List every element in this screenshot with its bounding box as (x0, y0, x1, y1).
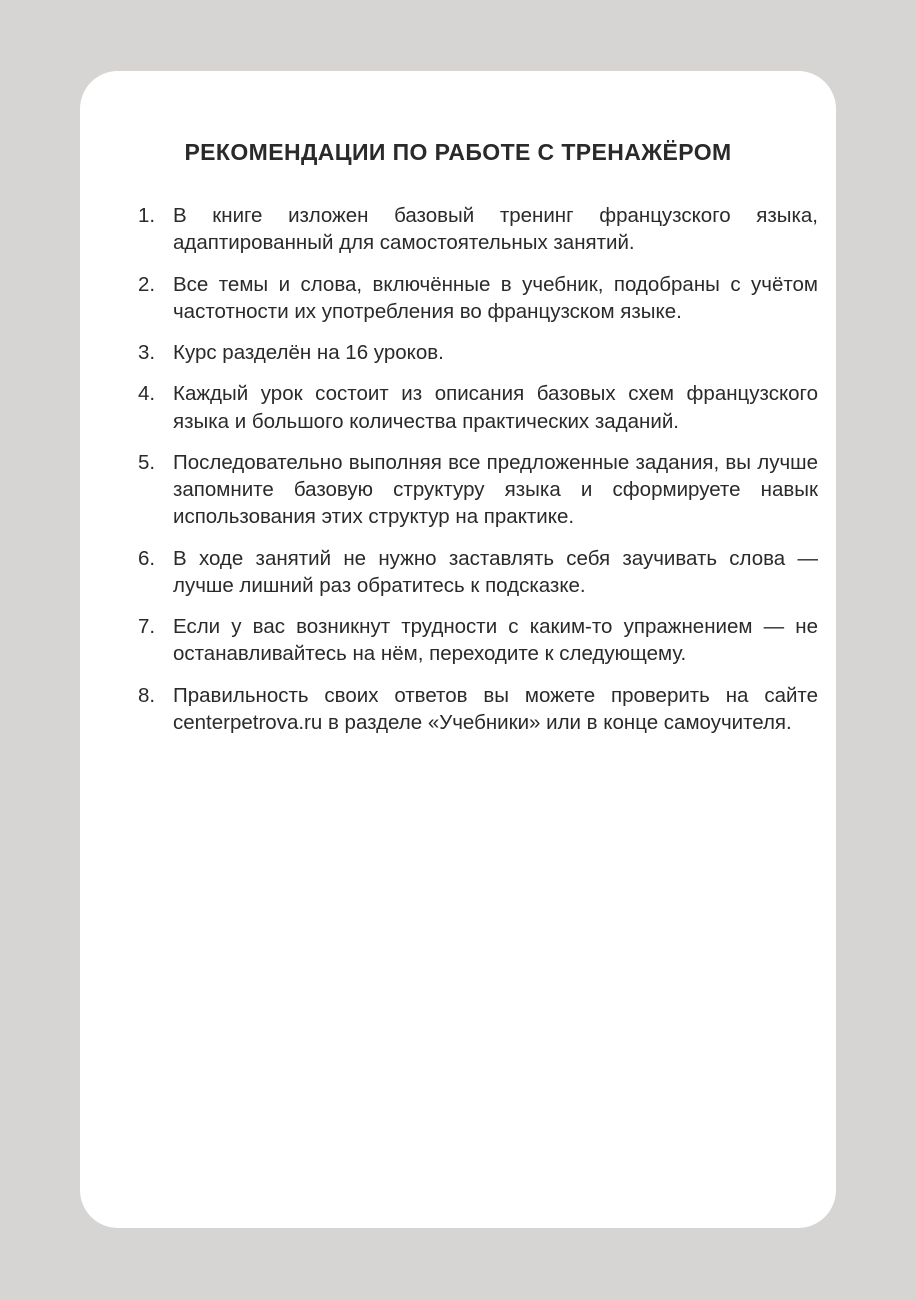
item-text: Если у вас возникнут трудности с каким-то упражнением — не останавливайтесь на нём, переходите к следующему. (173, 615, 818, 666)
item-number: 3. (138, 341, 156, 364)
item-number: 5. (138, 450, 156, 474)
item-text: В книге изложен базовый тренинг французского языка, адаптированный для самостоятельных занятий. (173, 204, 818, 255)
list-item (138, 202, 818, 257)
item-text: Все темы и слова, включённые в учебник, подобраны с учётом частотности их употребления во французском языке. (173, 272, 818, 323)
list-item (138, 613, 818, 668)
item-text: В ходе занятий не нужно заставлять себя заучивать слова — лучше лишний раз обратитесь к подсказке. (173, 546, 818, 597)
item-text: Правильность своих ответов вы можете проверить на сайте centerpetrova.ru в разделе «Учебники» или в конце самоучителя. (173, 683, 818, 734)
list-item (138, 380, 818, 435)
list-item (138, 271, 818, 326)
item-text: Курс разделён на 16 уроков. (173, 341, 444, 364)
item-text: Последовательно выполняя все предложенные задания, вы лучше запомните базовую структуру языка и сформируете навык использования этих структур на практике. (173, 450, 818, 529)
page-title: РЕКОМЕНДАЦИИ ПО РАБОТЕ С ТРЕНАЖЁРОМ (184, 139, 732, 165)
item-number: 4. (138, 382, 156, 406)
book-page-card (80, 71, 836, 1228)
list-item (138, 449, 818, 531)
item-number: 1. (138, 204, 156, 227)
list-item (138, 682, 818, 737)
item-text: Каждый урок состоит из описания базовых схем французского языка и большого количества практических заданий. (173, 382, 818, 433)
item-number: 7. (138, 615, 156, 638)
recommendations-list (80, 202, 836, 736)
item-number: 8. (138, 683, 156, 707)
item-number: 6. (138, 546, 156, 570)
list-item (138, 339, 818, 366)
item-number: 2. (138, 272, 156, 296)
list-item (138, 545, 818, 600)
